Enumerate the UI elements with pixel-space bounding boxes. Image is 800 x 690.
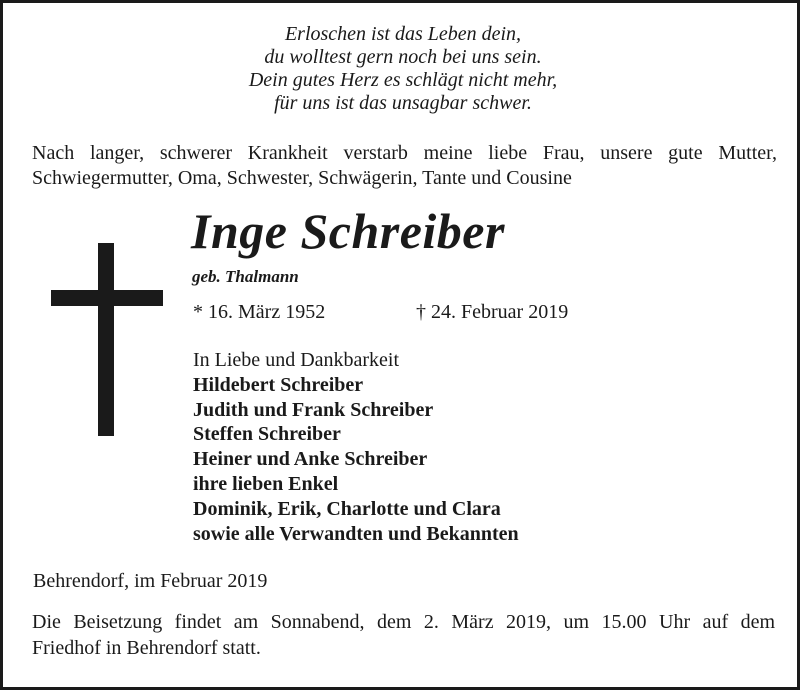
poem-line: Erloschen ist das Leben dein, (284, 23, 522, 45)
mourner-name: Heiner und Anke Schreiber (193, 448, 428, 471)
funeral-line: Friedhof in Behrendorf statt. (32, 637, 261, 659)
mourner-name: Steffen Schreiber (193, 423, 341, 446)
mourner-name: Judith und Frank Schreiber (193, 398, 434, 421)
funeral-notice (32, 609, 775, 661)
announcement-line: Schwiegermutter, Oma, Schwester, Schwägerin, Tante und Cousine (32, 167, 572, 189)
mourners-list (193, 348, 519, 546)
announcement-text (32, 141, 777, 191)
cross-icon (98, 243, 114, 436)
mourner-name: Hildebert Schreiber (193, 373, 364, 396)
mourner-name: Dominik, Erik, Charlotte und Clara (193, 497, 501, 520)
birth-date: * 16. März 1952 (193, 301, 326, 323)
death-date: † 24. Februar 2019 (416, 301, 569, 323)
announcement-line: Nach langer, schwerer Krankheit verstarb meine liebe Frau, unsere gute Mutter, (32, 142, 777, 164)
poem-line: für uns ist das unsagbar schwer. (274, 92, 532, 114)
memorial-poem (3, 23, 800, 115)
poem-line: Dein gutes Herz es schlägt nicht mehr, (248, 69, 558, 91)
deceased-name: Inge Schreiber (191, 203, 505, 259)
cross-icon-bar (51, 290, 163, 306)
place-and-date: Behrendorf, im Februar 2019 (33, 570, 268, 592)
mourner-name: ihre lieben Enkel (193, 472, 339, 495)
poem-line: du wolltest gern noch bei uns sein. (264, 46, 542, 68)
maiden-name: geb. Thalmann (192, 267, 299, 286)
funeral-line: Die Beisetzung findet am Sonnabend, dem 2. März 2019, um 15.00 Uhr auf dem (32, 611, 775, 633)
mourners-intro: In Liebe und Dankbarkeit (193, 349, 400, 371)
mourner-name: sowie alle Verwandten und Bekannten (193, 522, 519, 545)
